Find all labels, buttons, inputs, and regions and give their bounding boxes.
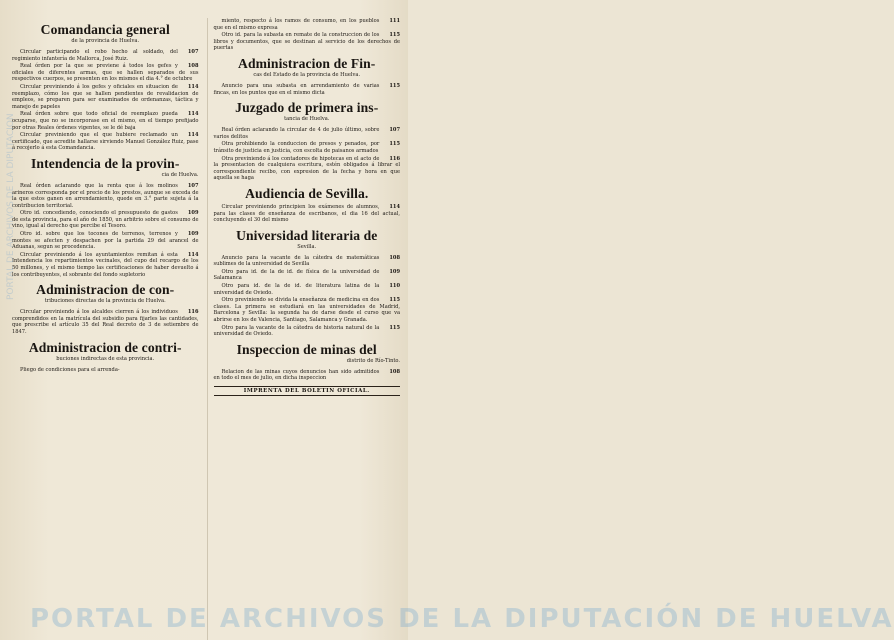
heading-juzgado: Juzgado de primera ins- <box>235 100 379 116</box>
index-entry <box>214 325 401 338</box>
index-entry <box>214 32 401 52</box>
entries-minas <box>214 369 401 382</box>
heading-contribuciones-indirectas: Administracion de contri- <box>28 339 182 355</box>
index-entry <box>214 269 401 282</box>
index-entry <box>12 111 199 131</box>
entry-text: Relacion de las minas cuyos denuncios han sido admitidos en todo el mes de julio, en dicha inspeccion <box>213 368 380 382</box>
entry-text: Otro para id. de la de id. de literatura latina de la universidad de Oviedo. <box>213 283 380 296</box>
entry-text: Otro para id. de la de id. de física de la universidad de Salamanca <box>213 268 380 282</box>
index-entry <box>12 132 199 152</box>
subheading-contribuciones-directas: tribuciones directas de la provincia de Huelva. <box>44 298 166 305</box>
index-entry <box>12 367 199 374</box>
entry-text: Pliego de condiciones para el arrenda- <box>20 366 120 373</box>
entry-page-number: 110 <box>389 283 400 290</box>
entry-page-number: 107 <box>187 182 199 189</box>
entry-text: miento, respecto á los ramos de consumo, en los pueblos que en el mismo expresa <box>213 18 380 31</box>
entries-universidad <box>214 255 401 338</box>
entries-juzgado <box>214 127 401 182</box>
subheading-juzgado: tancia de Huelva. <box>284 116 330 123</box>
heading-universidad: Universidad literaria de <box>236 227 378 243</box>
subheading-fincas: cas del Estado de la provincia de Huelva. <box>253 71 361 78</box>
heading-intendencia: Intendencia de la provin- <box>31 155 180 171</box>
subheading-universidad: Sevilla. <box>297 243 317 250</box>
entry-page-number: 116 <box>187 309 199 316</box>
heading-fincas: Administracion de Fin- <box>238 55 376 71</box>
entry-text: Otro previniendo se divida la enseñanza de medicina en dos clases. La primera se estudiará en las universidades de Madrid, Barcelona y Sevilla: la segunda ha de darse desde el curso que va abrirse en los de Valencia, Santiago, Salamanca y Granada. <box>213 297 400 324</box>
index-entry <box>12 210 199 230</box>
entry-text: Circular previniendo á los alcaldes cierren á los individuos comprendidos en la matrícula del subsidio para fijarles las cantidades, que prescribe el artículo 35 del Real decreto de 3 de setiembre de 1847. <box>12 309 199 335</box>
index-entry <box>214 204 401 224</box>
entry-text: Circular previniendo á los ayuntamientos remitan á esta Intendencia los repartimientos vecinales, del cupo del recargo de los 50 millones, y el mismo tiempo las certificaciones de haber devuelto á los contribuyentes, el sobrante del fondo supletorio <box>12 251 199 278</box>
entry-page-number: 108 <box>389 368 400 375</box>
index-entry <box>214 83 401 96</box>
entry-page-number: 108 <box>187 63 199 70</box>
index-entry <box>214 127 401 140</box>
subheading-intendencia: cia de Huelva. <box>161 171 199 178</box>
entry-text: Circular previniendo principien los exámenes de alumnos, para las clases de enseñanza de escribanos, el dia 16 del actual, concluyendo el 30 del mismo <box>213 203 400 224</box>
entry-page-number: 109 <box>389 268 400 275</box>
index-entry <box>12 49 199 62</box>
entry-page-number: 115 <box>389 141 400 148</box>
entry-page-number: 114 <box>389 203 400 210</box>
entry-text: Otra previniendo á los contadores de hipotecas en el acto de la presentacion de cualquiera escritura, estén obligados á librar el correspondiente recibo, con expresion de la fecha y hora en que aquella se haga <box>213 155 400 182</box>
entry-text: Anuncio para la vacante de la cátedra de matemáticas sublimes de la universidad de Sevilla <box>213 254 380 268</box>
heading-minas: Inspeccion de minas del <box>236 341 377 357</box>
left-column <box>12 18 199 640</box>
index-entry <box>214 297 401 323</box>
entry-page-number: 111 <box>389 18 400 24</box>
entry-page-number: 114 <box>187 132 199 139</box>
right-column <box>207 18 401 640</box>
entries-continued <box>214 18 401 52</box>
heading-audiencia: Audiencia de Sevilla. <box>245 185 369 201</box>
entry-page-number: 115 <box>389 82 400 89</box>
index-entry <box>214 141 401 154</box>
entry-page-number: 115 <box>389 324 400 331</box>
watermark-side: PORTAL DE ARCHIVOS DE LA DIPUTACION <box>6 113 16 300</box>
entry-text: Real órden aclarando la circular de 4 de julio último, sobre varios delitos <box>213 127 380 140</box>
entries-contribuciones-directas <box>12 309 199 335</box>
index-entry <box>12 231 199 251</box>
entry-text: Otro id. para la subasta en remate de la construccion de los libros y documentos, que se destinan al servicio de los derechos de puertas <box>213 32 400 52</box>
entry-page-number: 109 <box>187 210 199 217</box>
index-entry <box>214 18 401 31</box>
index-entry <box>214 156 401 182</box>
entry-text: Real órden aclarando que la renta que á los molinos arineros corresponda por el precio de los prestos, aunque se exceda de la que estos ganen en arrendamiento, quede en 3.° parte sujeta á la contribucion territorial. <box>12 182 199 209</box>
entries-audiencia <box>214 204 401 224</box>
imprint-footer: IMPRENTA DEL BOLETIN OFICIAL. <box>214 386 401 396</box>
entry-page-number: 108 <box>389 254 400 261</box>
index-entry <box>214 369 401 382</box>
entry-text: Circular participando el robo hecho al soldado, del regimiento infantería de Mallorca, José Ruiz. <box>12 49 178 62</box>
entry-page-number: 107 <box>187 49 199 55</box>
entry-text: Otro id. concediendo, conociendo el presupuesto de gastos de esta provincia, para el año de 1850, un arbitrio sobre el consumo de vino, igual al derecho que percibe el Tesoro. <box>12 210 199 230</box>
entry-page-number: 114 <box>187 111 199 118</box>
subheading-comandancia: de la provincia de Huelva. <box>71 38 140 44</box>
entry-page-number: 114 <box>187 251 199 258</box>
entries-fincas <box>214 83 401 96</box>
entry-page-number: 114 <box>187 83 199 90</box>
entry-text: Circular previniendo á los gefes y oficiales en situacion de reemplazo, cómo los que se hallen pendientes de revalidacion de empleos, se preparen para ser examinados de ordenanzas, táctica y manejo de papeles <box>12 83 199 110</box>
heading-comandancia: Comandancia general <box>40 22 170 37</box>
entry-page-number: 116 <box>389 155 400 162</box>
entry-page-number: 115 <box>389 297 400 304</box>
entries-contribuciones-indirectas <box>12 367 199 374</box>
index-entry <box>12 84 199 110</box>
entry-text: Otro id. sobre que los tocones de terrenos, terrenos y montes se afecten y despachen por la partida 29 del arancel de Aduanas, segun se procedencia. <box>12 231 199 251</box>
index-entry <box>12 309 199 335</box>
entry-text: Circular previniendo que el que hubiere reclamado un certificado, que acredite hallarse sirviendo Manuel González Ruiz, pase á recojerlo á esta Comandancia. <box>12 132 199 152</box>
heading-contribuciones-directas: Administracion de con- <box>36 282 175 298</box>
index-entry <box>12 183 199 209</box>
entry-text: Otro para la vacante de la cátedra de historia natural de la universidad de Oviedo. <box>213 324 380 338</box>
entry-page-number: 109 <box>187 231 199 238</box>
subheading-contribuciones-indirectas: buciones indirectas de esta provincia. <box>56 355 155 362</box>
entry-text: Real órden por la que se previene á todos los gefes y oficiales de diferentes armas, que se hallen separados de sus respectivos cuerpos, se presenten en los mismos el dia 4.° de octubre <box>12 63 199 83</box>
subheading-minas: distrito de Río-Tinto. <box>346 357 400 364</box>
entries-comandancia <box>12 49 199 152</box>
index-entry <box>12 63 199 83</box>
entry-page-number: 115 <box>389 32 400 39</box>
index-entry <box>12 252 199 278</box>
index-entry <box>214 255 401 268</box>
watermark: PORTAL DE ARCHIVOS DE LA DIPUTACIÓN DE HUELVA <box>30 604 894 634</box>
entry-page-number: 107 <box>389 127 400 134</box>
entry-text: Real órden sobre que todo oficial de reemplazo pueda ocuparse, que no se incorporase en el mismo, en el tiempo prefijado por otras Reales órdenes vigentes, se le dé baja <box>12 111 199 131</box>
entries-intendencia <box>12 183 199 278</box>
entry-text: Otra prohibiendo la conduccion de presos y penados, por tránsito de justicia en justicia, con escolta de paisanos armados <box>213 141 380 154</box>
entry-text: Anuncio para una subasta en arrendamiento de varias fincas, en los puntos que en el mismo dicta <box>213 82 380 96</box>
index-entry <box>214 283 401 296</box>
